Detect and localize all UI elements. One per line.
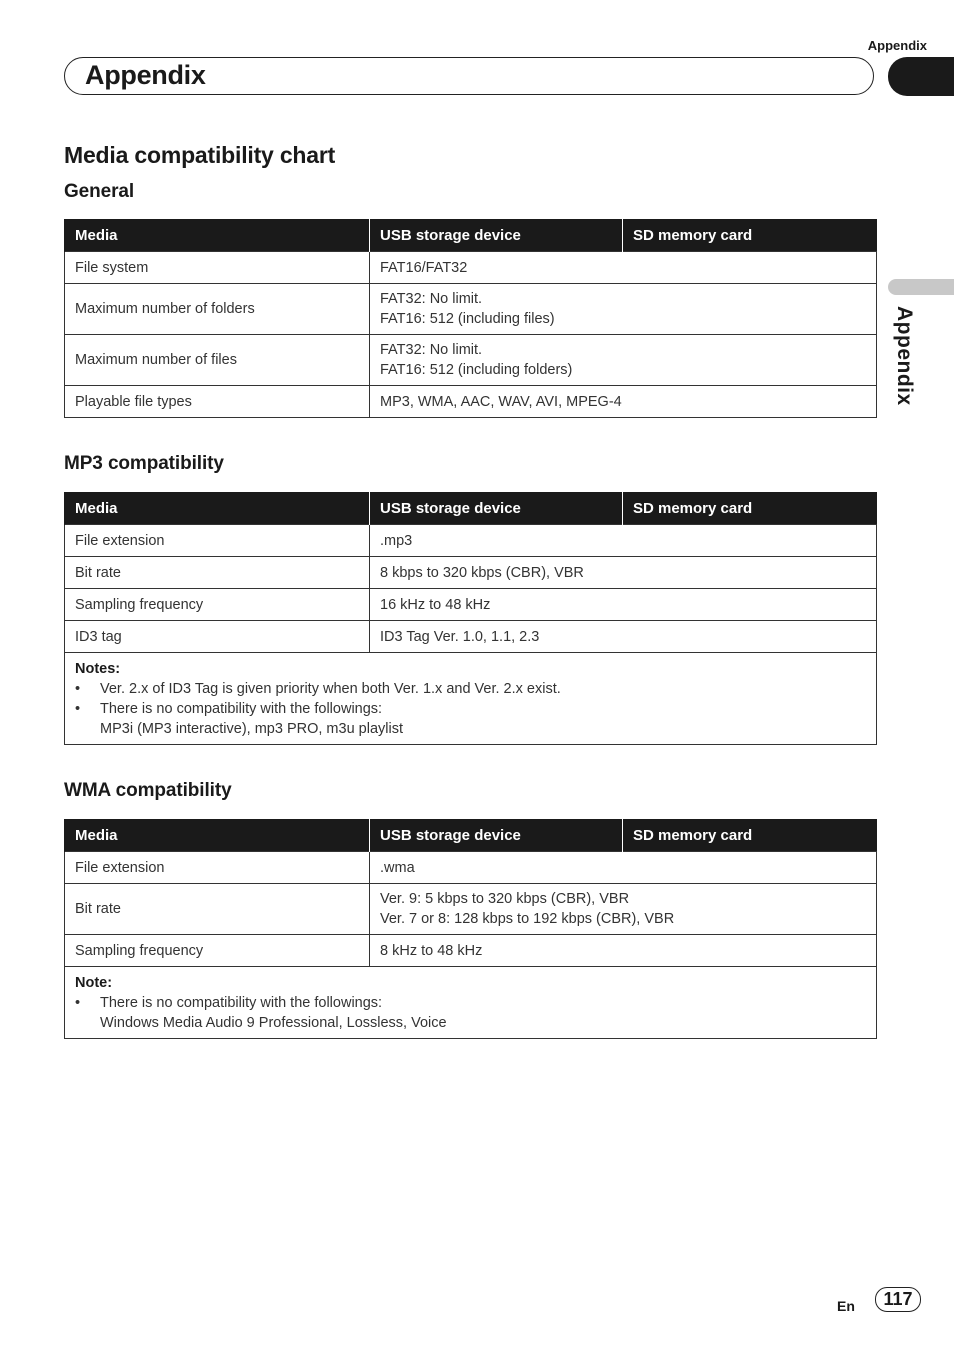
- section-title-wma: WMA compatibility: [64, 780, 232, 801]
- table-row: [65, 935, 877, 967]
- table-row: [65, 252, 877, 284]
- language-code: En: [837, 1298, 855, 1314]
- table-row: [65, 589, 877, 621]
- row-label: Maximum number of folders: [65, 284, 370, 335]
- value-line: FAT16: 512 (including folders): [380, 362, 573, 378]
- row-label: File extension: [65, 852, 370, 884]
- notes-title: Notes:: [75, 661, 121, 677]
- note-line: MP3i (MP3 interactive), mp3 PRO, m3u playlist: [100, 721, 403, 737]
- bullet: •: [75, 701, 81, 717]
- side-thumb-tab: [888, 279, 954, 295]
- value-line: 8 kbps to 320 kbps (CBR), VBR: [380, 564, 584, 581]
- row-label: Bit rate: [65, 884, 370, 935]
- row-label: Playable file types: [65, 386, 370, 418]
- value-line: 8 kHz to 48 kHz: [380, 942, 483, 959]
- column-header: SD memory card: [623, 492, 877, 525]
- row-label: Sampling frequency: [65, 589, 370, 621]
- table-header-row: [65, 492, 877, 525]
- value-line: FAT16/FAT32: [380, 259, 468, 276]
- table-row: [65, 557, 877, 589]
- table-header-row: [65, 819, 877, 852]
- chapter-corner-tab: [888, 57, 954, 96]
- value-line: FAT32: No limit.: [380, 342, 483, 358]
- row-label: Bit rate: [65, 557, 370, 589]
- notes-row: [65, 967, 877, 1039]
- section-title-mp3: MP3 compatibility: [64, 453, 224, 474]
- bullet: •: [75, 681, 81, 697]
- chapter-title: Appendix: [85, 60, 206, 90]
- row-value: [370, 386, 877, 418]
- table-row: [65, 525, 877, 557]
- row-label: Sampling frequency: [65, 935, 370, 967]
- section-title-general: General: [64, 181, 135, 202]
- row-label: File extension: [65, 525, 370, 557]
- side-chapter-label: Appendix: [893, 306, 916, 406]
- notes-cell: [65, 653, 877, 745]
- value-line: .wma: [380, 859, 415, 876]
- row-label: ID3 tag: [65, 621, 370, 653]
- value-line: FAT32: No limit.: [380, 291, 483, 307]
- value-line: .mp3: [380, 532, 413, 549]
- row-value: [370, 252, 877, 284]
- row-value: [370, 589, 877, 621]
- table-row: [65, 621, 877, 653]
- row-value: [370, 852, 877, 884]
- row-value: [370, 557, 877, 589]
- note-line: Windows Media Audio 9 Professional, Lossless, Voice: [100, 1015, 447, 1031]
- note-item: [75, 699, 866, 739]
- row-value: [370, 884, 877, 935]
- note-item: [75, 679, 866, 699]
- note-item: [75, 993, 866, 1033]
- row-label: Maximum number of files: [65, 335, 370, 386]
- row-value: [370, 935, 877, 967]
- value-line: 16 kHz to 48 kHz: [380, 596, 491, 613]
- mp3-table: [64, 492, 877, 745]
- row-value: [370, 621, 877, 653]
- row-value: [370, 284, 877, 335]
- notes-cell: [65, 967, 877, 1039]
- table-row: [65, 335, 877, 386]
- column-header: SD memory card: [623, 219, 877, 252]
- running-head: Appendix: [867, 38, 927, 53]
- table-row: [65, 284, 877, 335]
- column-header: Media: [65, 219, 370, 252]
- column-header: USB storage device: [370, 219, 623, 252]
- page-heading: Media compatibility chart: [64, 142, 336, 168]
- column-header: USB storage device: [370, 819, 623, 852]
- table-header-row: [65, 219, 877, 252]
- note-line: Ver. 2.x of ID3 Tag is given priority when both Ver. 1.x and Ver. 2.x exist.: [100, 681, 561, 697]
- column-header: USB storage device: [370, 492, 623, 525]
- chapter-title-bar: [64, 57, 874, 95]
- value-line: Ver. 9: 5 kbps to 320 kbps (CBR), VBR: [380, 891, 630, 907]
- row-label: File system: [65, 252, 370, 284]
- page-number: 117: [875, 1287, 921, 1312]
- row-value: [370, 335, 877, 386]
- column-header: SD memory card: [623, 819, 877, 852]
- general-table: [64, 219, 877, 418]
- notes-row: [65, 653, 877, 745]
- note-line: There is no compatibility with the followings:: [100, 701, 383, 717]
- notes-title: Note:: [75, 975, 113, 991]
- table-row: [65, 386, 877, 418]
- value-line: MP3, WMA, AAC, WAV, AVI, MPEG-4: [380, 393, 622, 410]
- value-line: Ver. 7 or 8: 128 kbps to 192 kbps (CBR), VBR: [380, 911, 675, 927]
- wma-table: [64, 819, 877, 1039]
- table-row: [65, 884, 877, 935]
- table-row: [65, 852, 877, 884]
- column-header: Media: [65, 819, 370, 852]
- row-value: [370, 525, 877, 557]
- column-header: Media: [65, 492, 370, 525]
- value-line: ID3 Tag Ver. 1.0, 1.1, 2.3: [380, 628, 540, 645]
- bullet: •: [75, 995, 81, 1011]
- value-line: FAT16: 512 (including files): [380, 311, 555, 327]
- note-line: There is no compatibility with the followings:: [100, 995, 383, 1011]
